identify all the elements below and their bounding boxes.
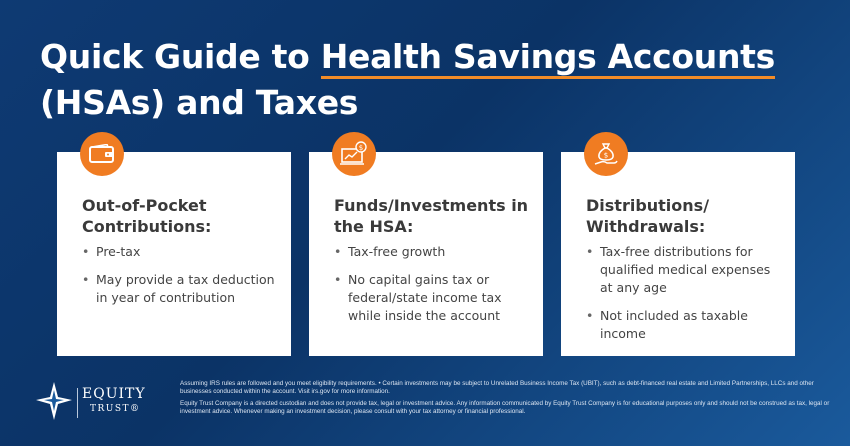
bullet-item: • Pre-tax [82,243,282,261]
equity-trust-logo [34,380,174,428]
bullet-list [82,243,282,317]
disclaimer-line: Assuming IRS rules are followed and you meet eligibility requirements. • Certain investments may be subject to Unrelated Business Income Tax (UBIT), such as debt-financed real estate and Limited Partnerships, LLCs and other businesses conducted within the account. Visit irs.gov for more information. [180,380,814,396]
card-investments [309,144,543,356]
card-title: Out-of-Pocket Contributions: [82,196,212,236]
svg-text:$: $ [358,144,364,152]
title-part-1: Quick Guide to [40,37,321,76]
svg-text:$: $ [603,151,609,160]
bullet-list [586,243,786,353]
bullet-list [334,243,534,335]
card-contributions [57,152,291,356]
star-logo-icon [34,380,74,424]
bullet-item: • Tax-free distributions for qualified medical expenses at any age [586,243,786,297]
disclaimer-line: Equity Trust Company is a directed custodian and does not provide tax, legal or investment advice. Any information communicated by Equity Trust Company is for educational purposes only and should not be construed as tax, legal or investment advice. Whenever making an investment decision, please consult with your tax attorney or financial professional. [180,399,830,416]
logo-text-equity: EQUITY [82,386,146,402]
investment-chart-icon [332,132,376,176]
title-highlight: Health Savings Accounts [321,37,775,79]
logo-divider [77,388,78,418]
bullet-item: • No capital gains tax or federal/state income tax while inside the account [334,271,534,325]
card-distributions [561,152,795,356]
card-title: Funds/Investments in the HSA: [334,196,529,236]
wallet-icon [80,132,124,176]
bullet-item: • Not included as taxable income [586,307,786,343]
disclaimer [180,380,830,420]
bullet-item: • May provide a tax deduction in year of contribution [82,271,282,307]
title-part-2: (HSAs) and Taxes [40,83,359,122]
page-title [40,34,820,126]
logo-text-trust: TRUST® [90,404,141,414]
bullet-item: • Tax-free growth [334,243,534,261]
card-title: Distributions/ Withdrawals: [586,196,710,236]
money-bag-hand-icon [584,132,628,176]
